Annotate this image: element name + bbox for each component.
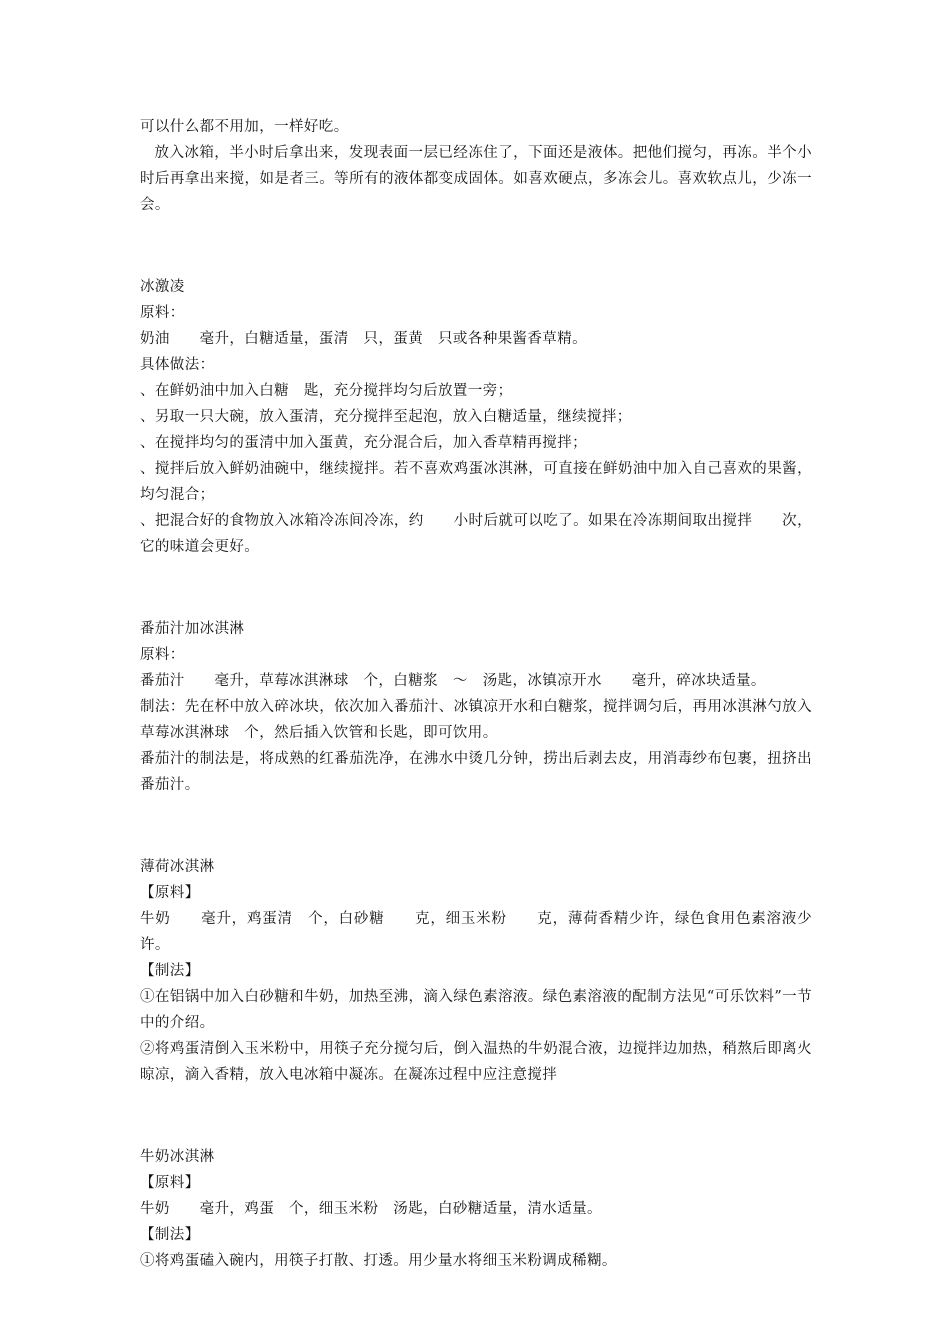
section-gap [140, 560, 812, 616]
intro-line: 可以什么都不用加，一样好吃。 [140, 119, 349, 135]
method-step: ①在铝锅中加入白砂糖和牛奶，加热至沸，滴入绿色素溶液。绿色素溶液的配制方法见“可乐饮料”一节中的介绍。 [140, 989, 812, 1031]
ingredients-label: 【原料】 [140, 885, 200, 901]
recipe-title: 薄荷冰淇淋 [140, 859, 215, 875]
recipe-mint-ice-cream [140, 854, 812, 1088]
method-step: 、在搅拌均匀的蛋清中加入蛋黄，充分混合后，加入香草精再搅拌； [140, 435, 587, 451]
recipe-title: 牛奶冰淇淋 [140, 1149, 215, 1165]
ingredients-label: 【原料】 [140, 1175, 200, 1191]
ingredients-text: 奶油 毫升，白糖适量，蛋清 只，蛋黄 只或各种果酱香草精。 [140, 331, 587, 347]
method-step: 、把混合好的食物放入冰箱冷冻间冷冻，约 小时后就可以吃了。如果在冷冻期间取出搅拌 次，它的味道会更好。 [140, 513, 812, 555]
ingredients-text: 牛奶 毫升，鸡蛋清 个，白砂糖 克，细玉米粉 克，薄荷香精少许，绿色食用色素溶液少许。 [140, 911, 812, 953]
document-page [140, 114, 812, 1274]
recipe-tomato-juice-ice-cream [140, 616, 812, 798]
method-step: 、搅拌后放入鲜奶油碗中，继续搅拌。若不喜欢鸡蛋冰淇淋，可直接在鲜奶油中加入自己喜欢的果酱，均匀混合； [140, 461, 812, 503]
intro-paragraph: 放入冰箱，半小时后拿出来，发现表面一层已经冻住了，下面还是液体。把他们搅匀，再冻。半个小时后再拿出来搅，如是者三。等所有的液体都变成固体。如喜欢硬点，多冻会儿。喜欢软点儿，少冻一会。 [140, 145, 812, 213]
method-label: 【制法】 [140, 1227, 200, 1243]
recipe-milk-ice-cream [140, 1144, 812, 1274]
method-label: 具体做法： [140, 357, 215, 373]
ingredients-label: 原料： [140, 305, 185, 321]
section-gap [140, 1088, 812, 1144]
method-step: ②将鸡蛋清倒入玉米粉中，用筷子充分搅匀后，倒入温热的牛奶混合液，边搅拌边加热，稍熬后即离火晾凉，滴入香精，放入电冰箱中凝冻。在凝冻过程中应注意搅拌 [140, 1041, 812, 1083]
section-gap [140, 798, 812, 854]
method-label: 【制法】 [140, 963, 200, 979]
ingredients-label: 原料： [140, 647, 185, 663]
method-step: ①将鸡蛋磕入碗内，用筷子打散、打透。用少量水将细玉米粉调成稀糊。 [140, 1253, 617, 1269]
ingredients-text: 番茄汁 毫升，草莓冰淇淋球 个，白糖浆 ～ 汤匙，冰镇凉开水 毫升，碎冰块适量。 [140, 673, 766, 689]
method-step: 、在鲜奶油中加入白糖 匙，充分搅拌均匀后放置一旁； [140, 383, 513, 399]
recipe-ice-cream [140, 274, 812, 560]
ingredients-text: 牛奶 毫升，鸡蛋 个，细玉米粉 汤匙，白砂糖适量，清水适量。 [140, 1201, 602, 1217]
method-step: 、另取一只大碗，放入蛋清，充分搅拌至起泡，放入白糖适量，继续搅拌； [140, 409, 632, 425]
recipe-title: 冰激凌 [140, 279, 185, 295]
section-gap [140, 218, 812, 274]
method-text: 制法：先在杯中放入碎冰块，依次加入番茄汁、冰镇凉开水和白糖浆，搅拌调匀后，再用冰淇淋勺放入草莓冰淇淋球 个，然后插入饮管和长匙，即可饮用。 [140, 699, 812, 741]
recipe-note: 番茄汁的制法是，将成熟的红番茄洗净，在沸水中烫几分钟，捞出后剥去皮，用消毒纱布包裹，扭挤出番茄汁。 [140, 751, 812, 793]
recipe-title: 番茄汁加冰淇淋 [140, 621, 245, 637]
